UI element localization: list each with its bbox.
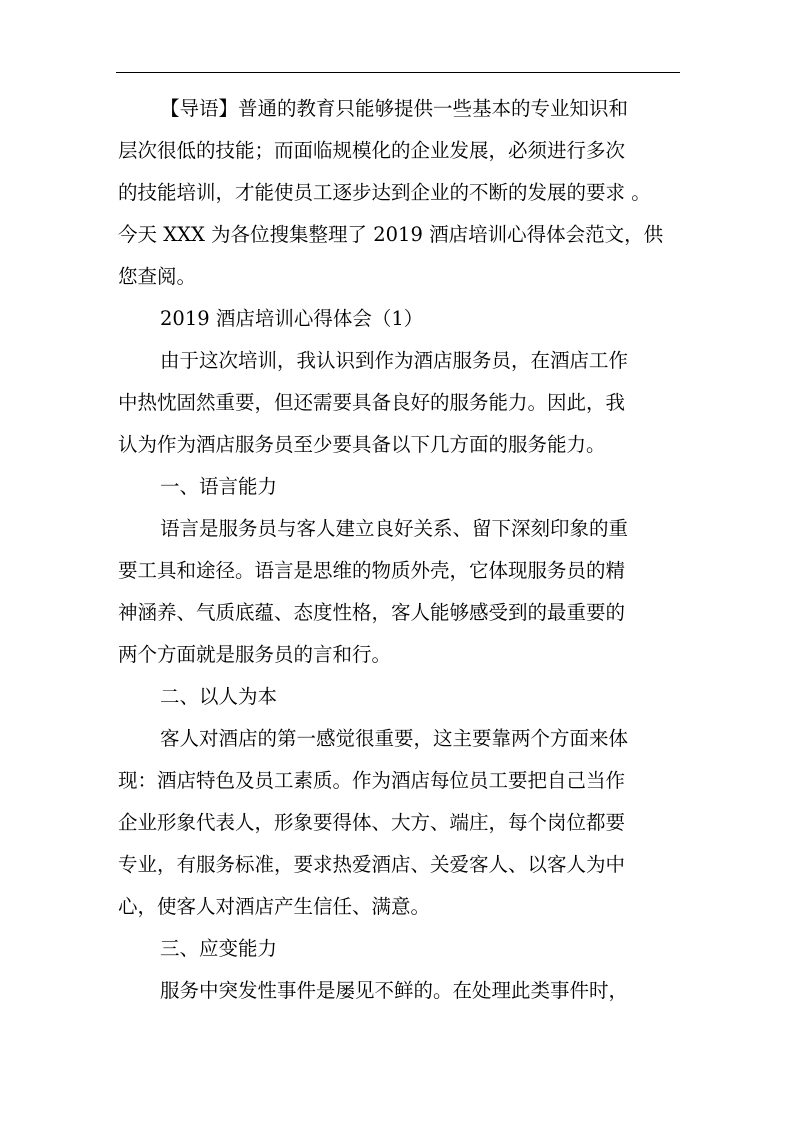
text-line: 要工具和途径。语言是思维的物质外壳，它体现服务员的精 [118, 559, 626, 582]
text-line: 语言是服务员与客人建立良好关系、留下深刻印象的重 [160, 517, 629, 540]
text-line: 专业，有服务标准，要求热爱酒店、关爱客人、以客人为中 [118, 853, 626, 876]
text-line: 现：酒店特色及员工素质。作为酒店每位员工要把自己当作 [118, 769, 626, 792]
text-line: 认为作为酒店服务员至少要具备以下几方面的服务能力。 [118, 433, 606, 456]
text-line: 层次很低的技能；而面临规模化的企业发展，必须进行多次 [118, 139, 626, 162]
text-line: 服务中突发性事件是屡见不鲜的。在处理此类事件时， [160, 979, 629, 1002]
header-rule [116, 72, 680, 73]
text-line: 两个方面就是服务员的言和行。 [118, 643, 392, 666]
text-line: 三、应变能力 [160, 937, 278, 960]
text-line: 由于这次培训，我认识到作为酒店服务员，在酒店工作 [160, 349, 629, 372]
text-line: 客人对酒店的第一感觉很重要，这主要靠两个方面来体 [160, 727, 629, 750]
text-line: 神涵养、气质底蕴、态度性格，客人能够感受到的最重要的 [118, 601, 626, 624]
text-line: 您查阅。 [118, 265, 197, 288]
text-line: 今天 XXX 为各位搜集整理了 2019 酒店培训心得体会范文，供 [118, 223, 664, 246]
text-line: 企业形象代表人，形象要得体、大方、端庄，每个岗位都要 [118, 811, 626, 834]
text-line: 【导语】普通的教育只能够提供一些基本的专业知识和 [160, 97, 629, 120]
text-line: 中热忱固然重要，但还需要具备良好的服务能力。因此，我 [118, 391, 626, 414]
text-line: 二、以人为本 [160, 685, 278, 708]
text-line: 心，使客人对酒店产生信任、满意。 [118, 895, 431, 918]
text-line: 一、语言能力 [160, 475, 278, 498]
text-line: 的技能培训，才能使员工逐步达到企业的不断的发展的要求 。 [118, 181, 651, 204]
text-line: 2019 酒店培训心得体会（1） [160, 307, 424, 330]
